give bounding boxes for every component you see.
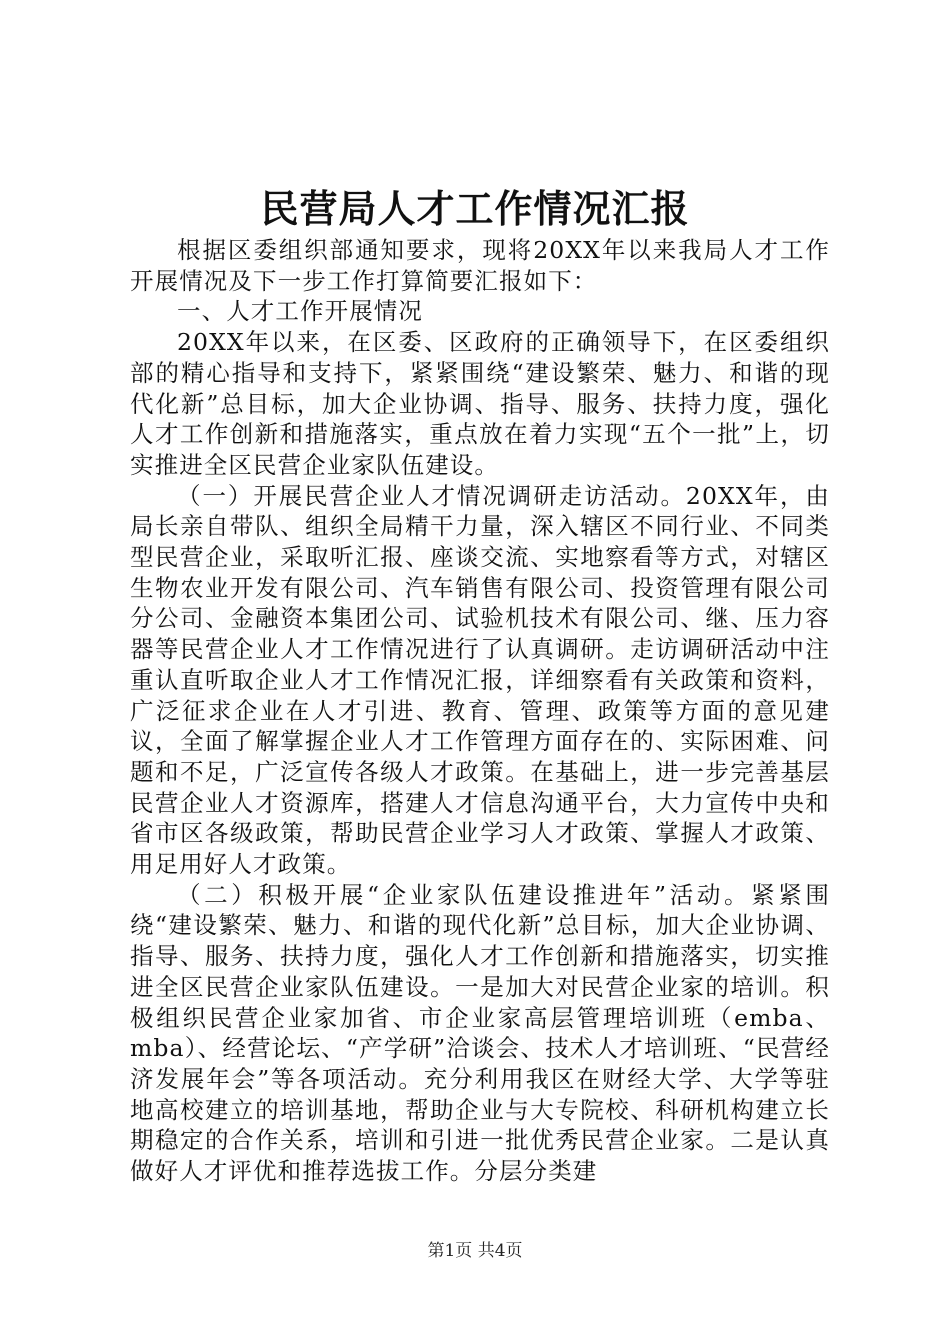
paragraph-item-1: （一）开展民营企业人才情况调研走访活动。20XX年，由局长亲自带队、组织全局精干力量，深入辖区不同行业、不同类型民营企业，采取听汇报、座谈交流、实地察看等方式，对辖区生物农业开发有限公司、汽车销售有限公司、投资管理有限公司分公司、金融资本集团公司、试验机技术有限公司、继、压力容器等民营企业人才工作情况进行了认真调研。走访调研活动中注重认直听取企业人才工作情况汇报，详细察看有关政策和资料，广泛征求企业在人才引进、教育、管理、政策等方面的意见建议，全面了解掌握企业人才工作管理方面存在的、实际困难、问题和不足，广泛宣传各级人才政策。在基础上，进一步完善基层民营企业人才资源库，搭建人才信息沟通平台，大力宣传中央和省市区各级政策，帮助民营企业学习人才政策、掌握人才政策、用足用好人才政策。 <box>130 481 830 879</box>
paragraph-item-2: （二）积极开展“企业家队伍建设推进年”活动。紧紧围绕“建设繁荣、魅力、和谐的现代化新”总目标，加大企业协调、指导、服务、扶持力度，强化人才工作创新和措施落实，切实推进全区民营企业家队伍建设。一是加大对民营企业家的培训。积极组织民营企业家加省、市企业家高层管理培训班（emba、mba）、经营论坛、“产学研”洽谈会、技术人才培训班、“民营经济发展年会”等各项活动。充分利用我区在财经大学、大学等驻地高校建立的培训基地，帮助企业与大专院校、科研机构建立长期稳定的合作关系，培训和引进一批优秀民营企业家。二是认真做好人才评优和推荐选拔工作。分层分类建 <box>130 880 830 1186</box>
paragraph-overview: 20XX年以来，在区委、区政府的正确领导下，在区委组织部的精心指导和支持下，紧紧围绕“建设繁荣、魅力、和谐的现代化新”总目标，加大企业协调、指导、服务、扶持力度，强化人才工作创新和措施落实，重点放在着力实现“五个一批”上，切实推进全区民营企业家队伍建设。 <box>130 328 830 479</box>
page-number-footer: 第1页 共4页 <box>427 1241 523 1261</box>
section-heading: 一、人才工作开展情况 <box>177 297 423 326</box>
document-body <box>130 235 830 1187</box>
document-title: 民营局人才工作情况汇报 <box>260 186 690 231</box>
paragraph-intro: 根据区委组织部通知要求，现将20XX年以来我局人才工作开展情况及下一步工作打算简要汇报如下： <box>130 236 830 295</box>
